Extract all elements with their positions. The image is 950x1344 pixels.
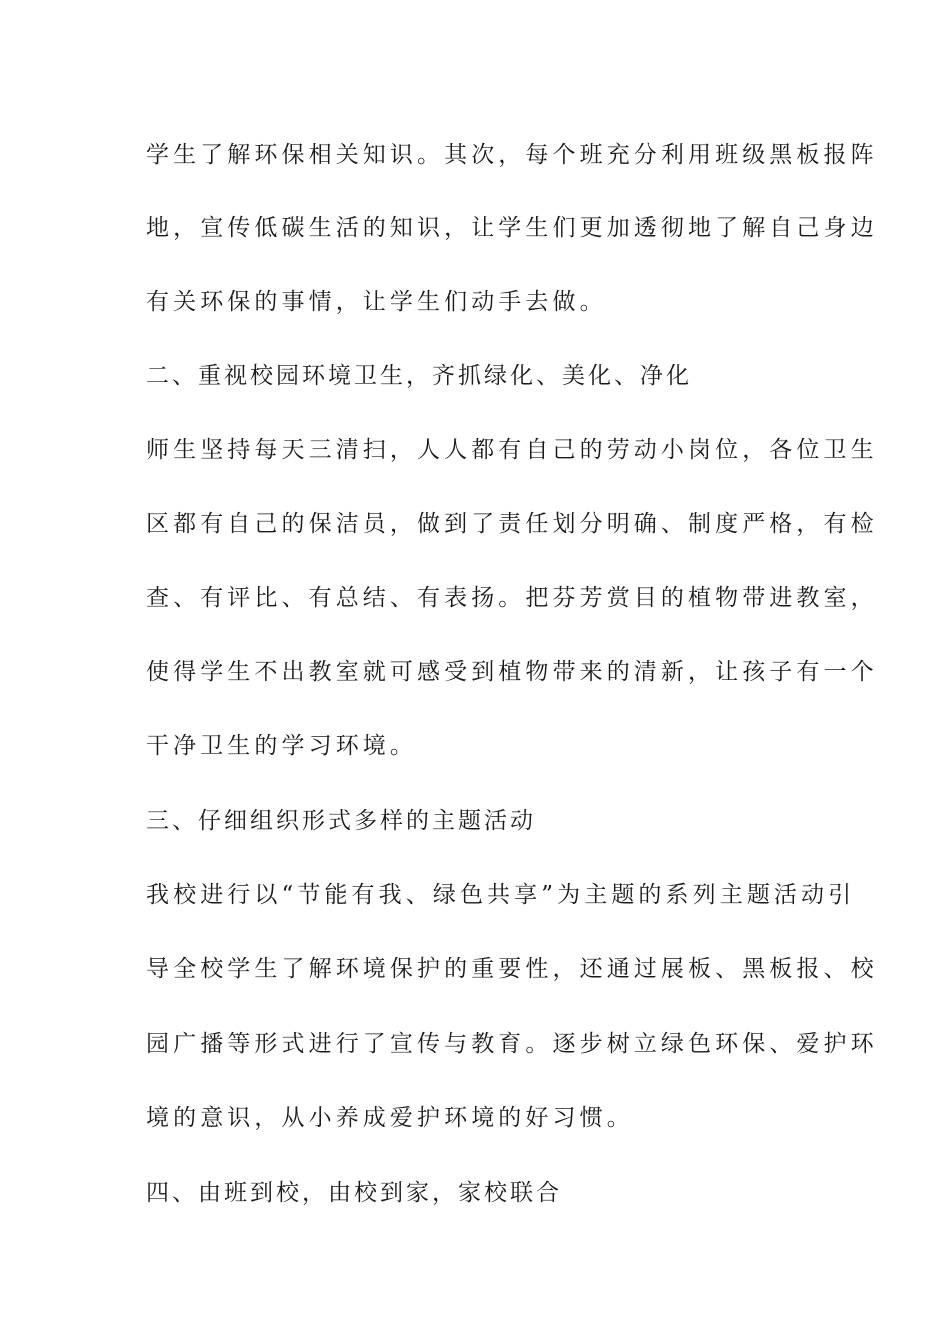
paragraph-line: 师生坚持每天三清扫，人人都有自己的劳动小岗位，各位卫生 (146, 437, 878, 463)
paragraph-line: 有关环保的事情，让学生们动手去做。 (146, 289, 607, 315)
paragraph-line: 境的意识，从小养成爱护环境的好习惯。 (146, 1105, 634, 1131)
section-heading: 四、由班到校，由校到家，家校联合 (146, 1180, 562, 1206)
paragraph-line: 干净卫生的学习环境。 (146, 733, 417, 759)
paragraph-line: 园广播等形式进行了宣传与教育。逐步树立绿色环保、爱护环 (146, 1031, 878, 1057)
paragraph-line: 使得学生不出教室就可感受到植物带来的清新，让孩子有一个 (146, 659, 878, 685)
section-heading: 三、仔细组织形式多样的主题活动 (146, 808, 536, 834)
paragraph-line: 我校进行以“节能有我、绿色共享”为主题的系列主题活动引 (146, 882, 856, 908)
paragraph-line: 地，宣传低碳生活的知识，让学生们更加透彻地了解自己身边 (146, 215, 878, 241)
paragraph-line: 学生了解环保相关知识。其次，每个班充分利用班级黑板报阵 (146, 142, 878, 168)
section-heading: 二、重视校园环境卫生，齐抓绿化、美化、净化 (146, 363, 692, 389)
paragraph-line: 导全校学生了解环境保护的重要性，还通过展板、黑板报、校 (146, 956, 878, 982)
paragraph-line: 查、有评比、有总结、有表扬。把芬芳赏目的植物带进教室， (146, 585, 878, 611)
paragraph-line: 区都有自己的保洁员，做到了责任划分明确、制度严格，有检 (146, 511, 878, 537)
